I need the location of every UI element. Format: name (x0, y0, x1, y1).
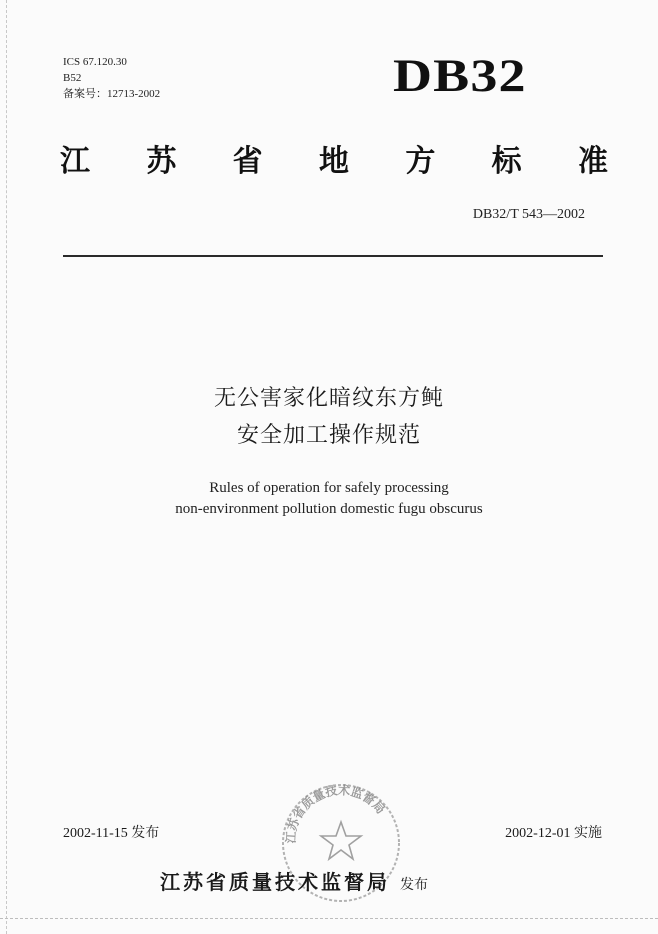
title-cn-line-1: 无公害家化暗纹东方鲀 (213, 386, 444, 411)
authority-title-char: 准 (577, 144, 608, 179)
authority-title-char: 江 (60, 144, 90, 179)
implementation-date: 2002-12-01 实施 (505, 826, 602, 841)
filing-number: 备案号：12713-2002 (63, 88, 161, 100)
standard-number: DB32/T 543—2002 (472, 207, 585, 222)
authority-title-char: 省 (232, 144, 263, 179)
authority-title-char: 苏 (146, 144, 177, 179)
authority-title (60, 142, 608, 182)
issuer-name: 江苏省质量技术监督局 (160, 870, 390, 894)
ics-code: ICS 67.120.30 (63, 56, 127, 68)
title-en-line-1: Rules of operation for safely processing (209, 480, 449, 496)
classification-code: B52 (63, 72, 82, 84)
authority-title-char: 标 (491, 144, 522, 179)
issuer-line (160, 866, 428, 895)
title-en-line-2: non-environment pollution domestic fugu obscurus (175, 501, 483, 517)
standard-code-logo: DB32 (393, 50, 527, 102)
authority-title-char: 地 (318, 144, 349, 179)
authority-title-char: 方 (405, 144, 436, 179)
svg-text:江苏省质量技术监督局: 江苏省质量技术监督局 (283, 783, 388, 844)
header-divider (63, 255, 603, 257)
issue-date: 2002-11-15 发布 (63, 826, 160, 841)
scan-edge-bottom (0, 918, 658, 920)
title-cn-line-2: 安全加工操作规范 (236, 423, 421, 448)
scan-edge-left (0, 0, 7, 934)
issuer-suffix: 发布 (400, 877, 428, 893)
